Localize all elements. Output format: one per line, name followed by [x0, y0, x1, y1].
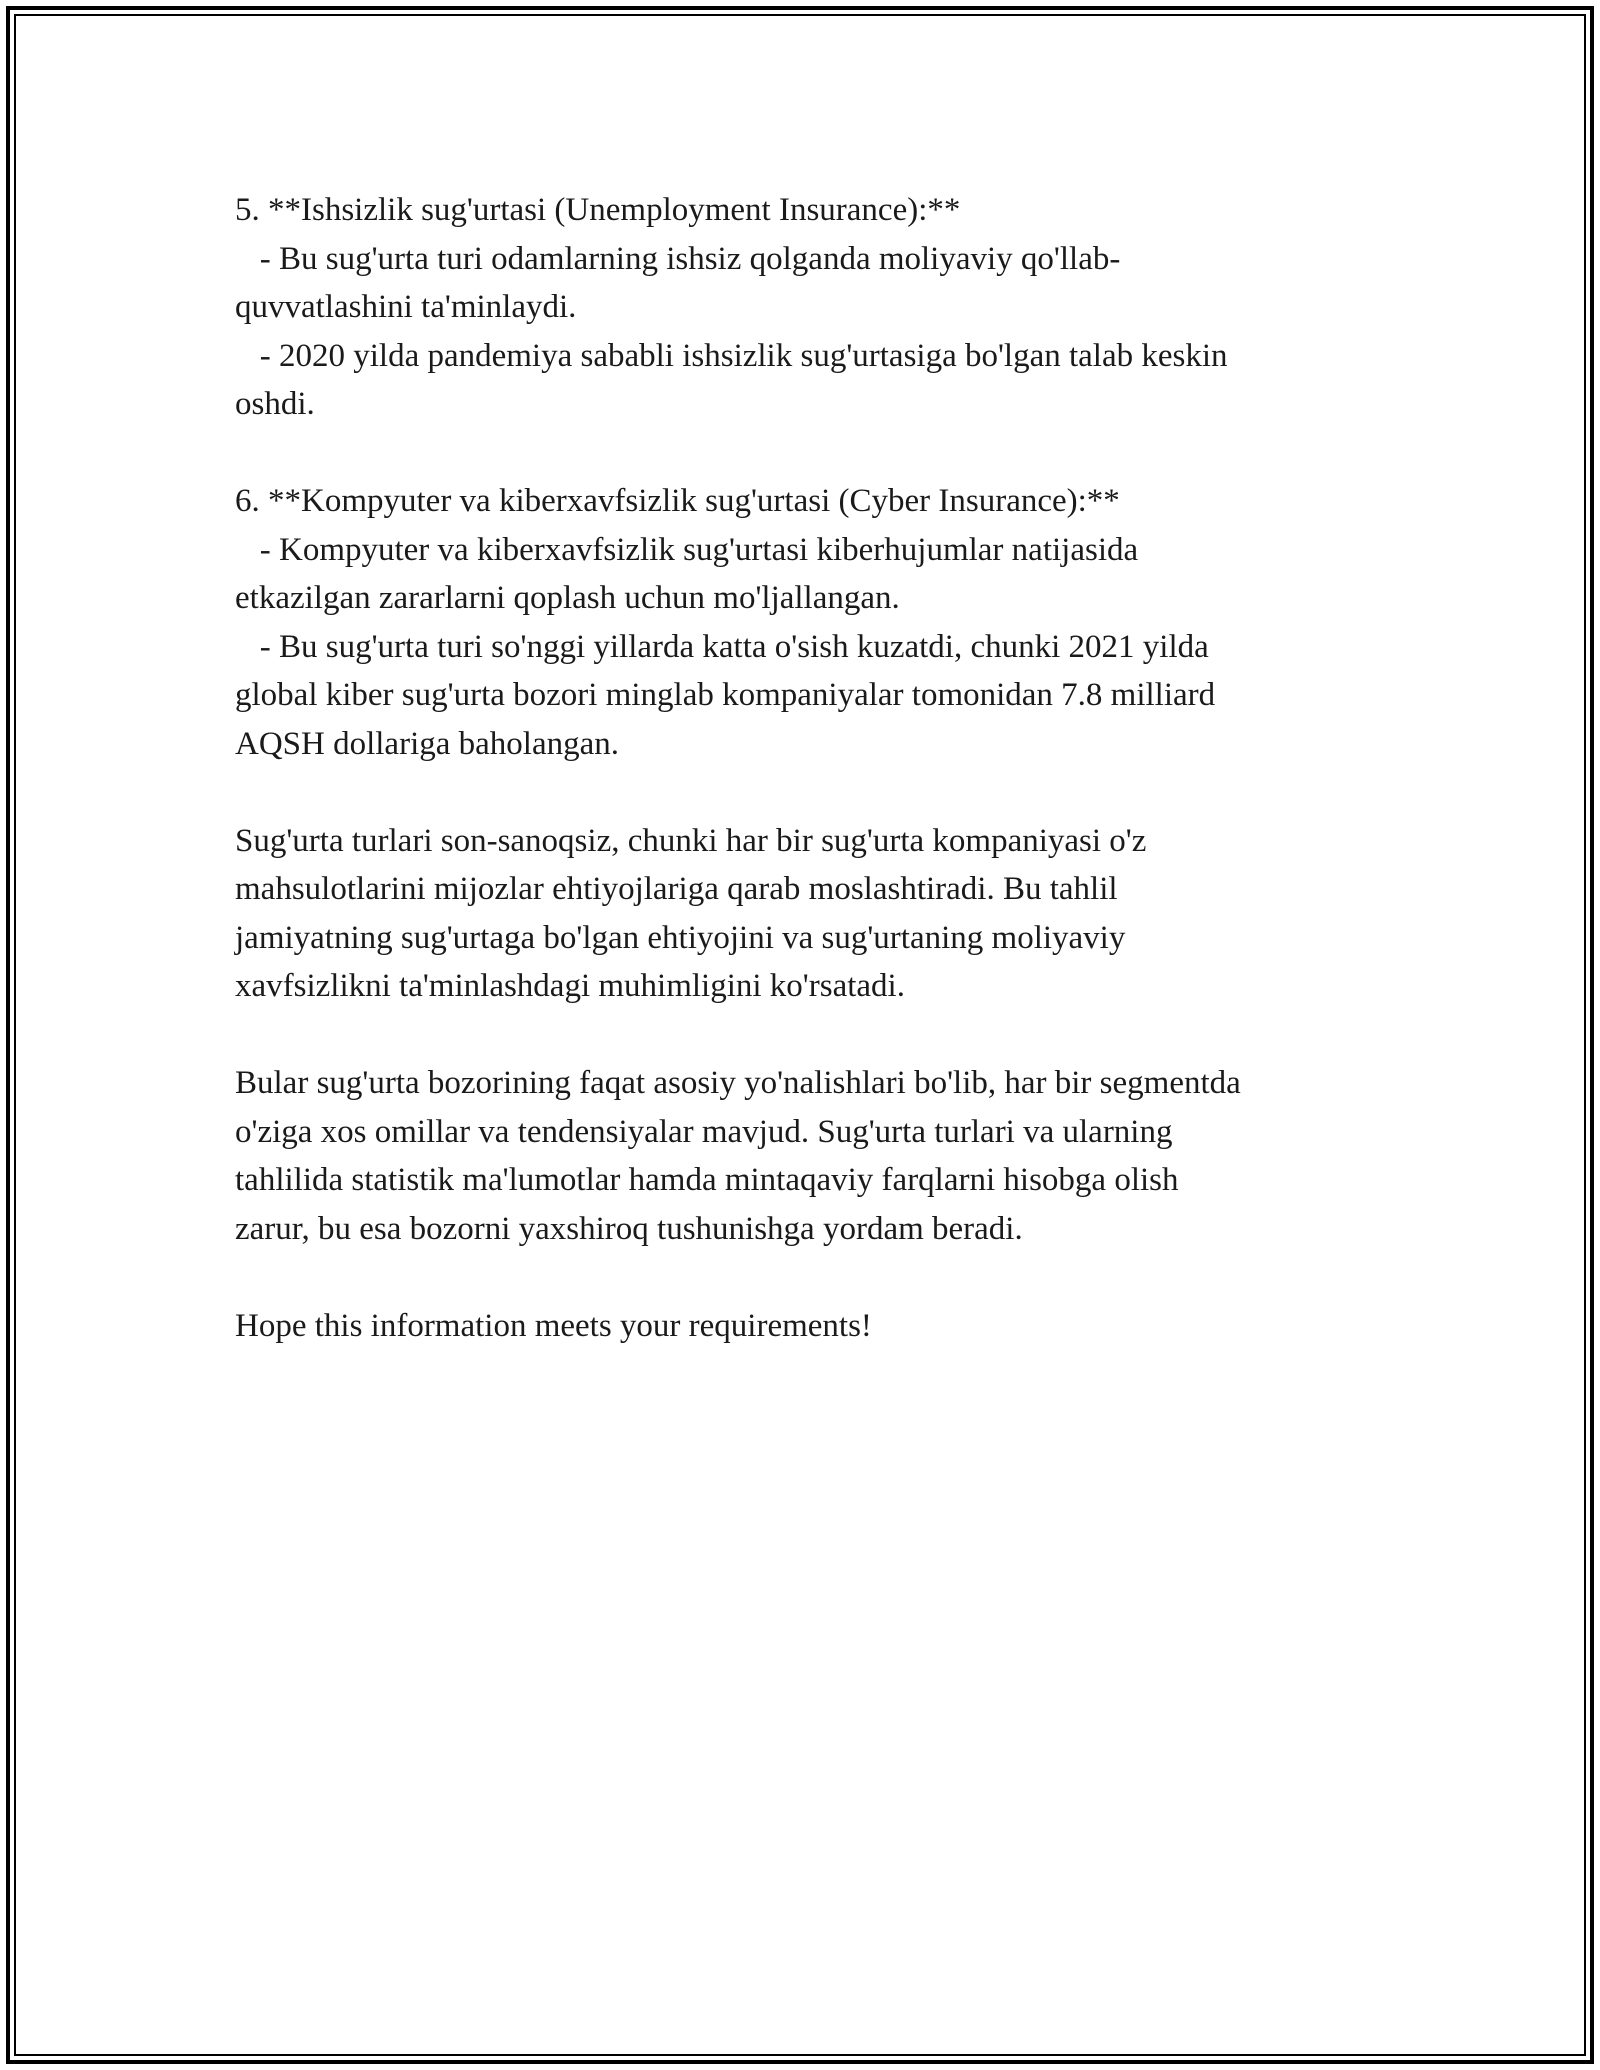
bullet-line: quvvatlashini ta'minlaydi.: [235, 289, 577, 325]
paragraph-line: tahlilida statistik ma'lumotlar hamda mintaqaviy farqlarni hisobga olish: [235, 1162, 1179, 1198]
bullet-line: - Kompyuter va kiberxavfsizlik sug'urtasi kiberhujumlar natijasida: [235, 531, 1139, 568]
paragraph-line: o'ziga xos omillar va tendensiyalar mavjud. Sug'urta turlari va ularning: [235, 1113, 1173, 1150]
bullet-line: global kiber sug'urta bozori minglab kompaniyalar tomonidan 7.8 milliard: [235, 677, 1216, 713]
paragraph-line: jamiyatning sug'urtaga bo'lgan ehtiyojini va sug'urtaning moliyaviy: [235, 919, 1126, 956]
section-heading: 5. **Ishsizlik sug'urtasi (Unemployment Insurance):**: [235, 192, 961, 228]
paragraph-market-segments: [235, 1059, 1385, 1253]
paragraph-line: zarur, bu esa bozorni yaxshiroq tushunishga yordam beradi.: [235, 1210, 1023, 1247]
bullet-line: - Bu sug'urta turi so'nggi yillarda katta o'sish kuzatdi, chunki 2021 yilda: [235, 628, 1209, 665]
section-unemployment-insurance: [235, 186, 1385, 429]
section-cyber-insurance: [235, 477, 1385, 768]
paragraph-line: Sug'urta turlari son-sanoqsiz, chunki har bir sug'urta kompaniyasi o'z: [235, 822, 1147, 859]
closing-line: Hope this information meets your requirements!: [235, 1307, 872, 1344]
bullet-line: - Bu sug'urta turi odamlarning ishsiz qolganda moliyaviy qo'llab-: [235, 240, 1121, 277]
paragraph-closing: [235, 1302, 1385, 1351]
paragraph-line: mahsulotlarini mijozlar ehtiyojlariga qarab moslashtiradi. Bu tahlil: [235, 871, 1118, 907]
document-body: [235, 186, 1385, 1350]
bullet-line: oshdi.: [235, 386, 315, 422]
section-heading: 6. **Kompyuter va kiberxavfsizlik sug'urtasi (Cyber Insurance):**: [235, 483, 1120, 519]
bullet-line: - 2020 yilda pandemiya sababli ishsizlik sug'urtasiga bo'lgan talab keskin: [235, 337, 1228, 374]
bullet-line: etkazilgan zararlarni qoplash uchun mo'ljallangan.: [235, 580, 900, 616]
paragraph-line: xavfsizlikni ta'minlashdagi muhimligini ko'rsatadi.: [235, 968, 905, 1004]
bullet-line: AQSH dollariga baholangan.: [235, 725, 619, 762]
paragraph-line: Bular sug'urta bozorining faqat asosiy yo'nalishlari bo'lib, har bir segmentda: [235, 1065, 1241, 1101]
paragraph-insurance-types-summary: [235, 817, 1385, 1011]
